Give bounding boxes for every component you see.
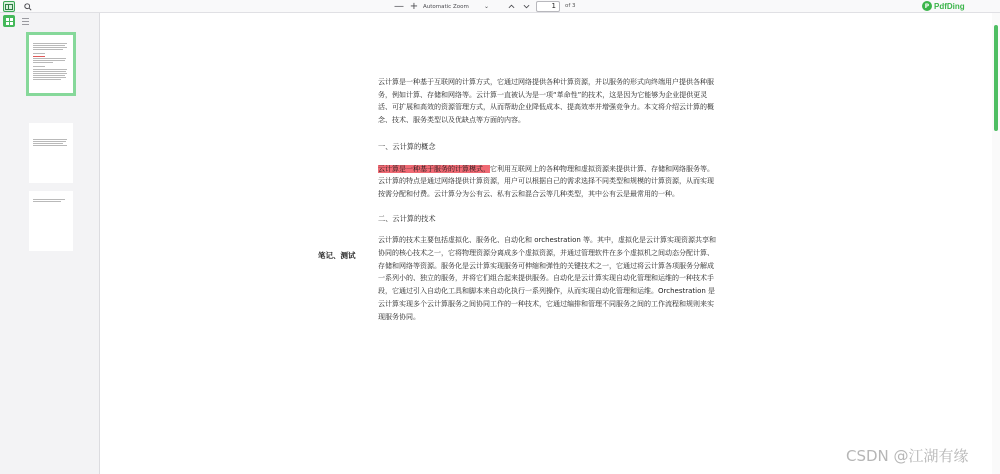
previous-page-button[interactable] xyxy=(506,1,516,12)
toolbar xyxy=(0,0,1000,13)
chevron-down-icon xyxy=(523,4,530,9)
zoom-out-button[interactable]: — xyxy=(394,1,404,12)
page-thumbnail-1[interactable] xyxy=(29,35,73,93)
tab-outline[interactable] xyxy=(19,15,31,27)
brand xyxy=(922,0,965,12)
sidebar-tabs xyxy=(0,13,100,29)
pdf-page-1 xyxy=(378,76,718,323)
section-heading-concept: 一、云计算的概念 xyxy=(378,141,436,151)
vertical-scrollbar[interactable] xyxy=(992,13,1000,474)
intro-paragraph: 云计算是一种基于互联网的计算方式，它通过网络提供各种计算资源，并以服务的形式向终端用户提供各种服务，例如计算、存储和网络等。云计算一直被认为是一项“革命性”的技术，这是因为它能够为企业提供更灵活、可扩展和高效的资源管理方式，从而帮助企业降低成本、提高效率并增强竞争力。本文将介绍云计算的概念、技术、服务类型以及优缺点等方面的内容。 xyxy=(378,78,714,125)
chevron-down-icon: ⌄ xyxy=(483,3,489,10)
page-thumbnail-3[interactable] xyxy=(29,191,73,251)
tab-thumbnails[interactable] xyxy=(3,15,15,27)
chevron-up-icon xyxy=(508,4,515,9)
technology-paragraph: 云计算的技术主要包括虚拟化、服务化、自动化和 orchestration 等。其中，虚拟化是云计算实现资源共享和协同的核心技术之一，它将物理资源分离成多个虚拟资源，并通过管理软件在多个虚拟机之间动态分配计算、存储和网络等资源。服务化是云计算实现服务可伸缩和弹性的关键技术之一，它通过将云计算各项服务分解成一系列小的、独立的服务，并将它们组合起来提供服务。自动化是云计算实现自动化管理和运维的一种技术手段，它通过引入自动化工具和脚本来自动化执行一系列操作，从而实现自动化管理和运维。Orchestration 是云计算实现多个云计算服务之间协同工作的一种技术，它通过编排和管理不同服务之间的工作流程和规则来实现服务协同。 xyxy=(378,236,717,321)
sidebar-toggle-icon xyxy=(5,4,13,10)
scrollbar-thumb[interactable] xyxy=(994,25,998,131)
section-heading-technology: 二、云计算的技术 xyxy=(378,213,436,223)
next-page-button[interactable] xyxy=(521,1,531,12)
search-icon xyxy=(24,3,32,11)
concept-paragraph-text: 它利用互联网上的各种物理和虚拟资源来提供计算、存储和网络服务等。云计算的特点是通过网络提供计算资源，用户可以根据自己的需求选择不同类型和规模的计算资源，从而实现按需分配和付费。云计算分为公有云、私有云和混合云等几种类型，其中公有云是最常用的一种。 xyxy=(378,164,714,198)
page-number-input[interactable]: 1 xyxy=(536,1,560,12)
watermark: CSDN @江湖有缘 xyxy=(846,447,969,465)
page-thumbnail-2[interactable] xyxy=(29,123,73,183)
page-total-label: of 3 xyxy=(565,3,576,9)
outline-icon xyxy=(22,18,29,25)
zoom-select-value: Automatic Zoom xyxy=(423,3,469,10)
search-button[interactable] xyxy=(22,1,34,12)
zoom-select[interactable] xyxy=(421,1,491,12)
pdfding-logo-icon: P xyxy=(922,1,932,11)
sidebar xyxy=(0,13,100,474)
zoom-in-button[interactable]: + xyxy=(409,1,419,12)
concept-paragraph xyxy=(378,163,718,201)
thumbnails-icon xyxy=(6,18,13,25)
annotation-note-label: 笔记、测试 xyxy=(318,251,356,260)
sidebar-toggle-button[interactable] xyxy=(3,1,15,12)
brand-name: PdfDing xyxy=(934,1,965,11)
highlighted-text[interactable]: 云计算是一种基于服务的计算模式， xyxy=(378,164,490,173)
